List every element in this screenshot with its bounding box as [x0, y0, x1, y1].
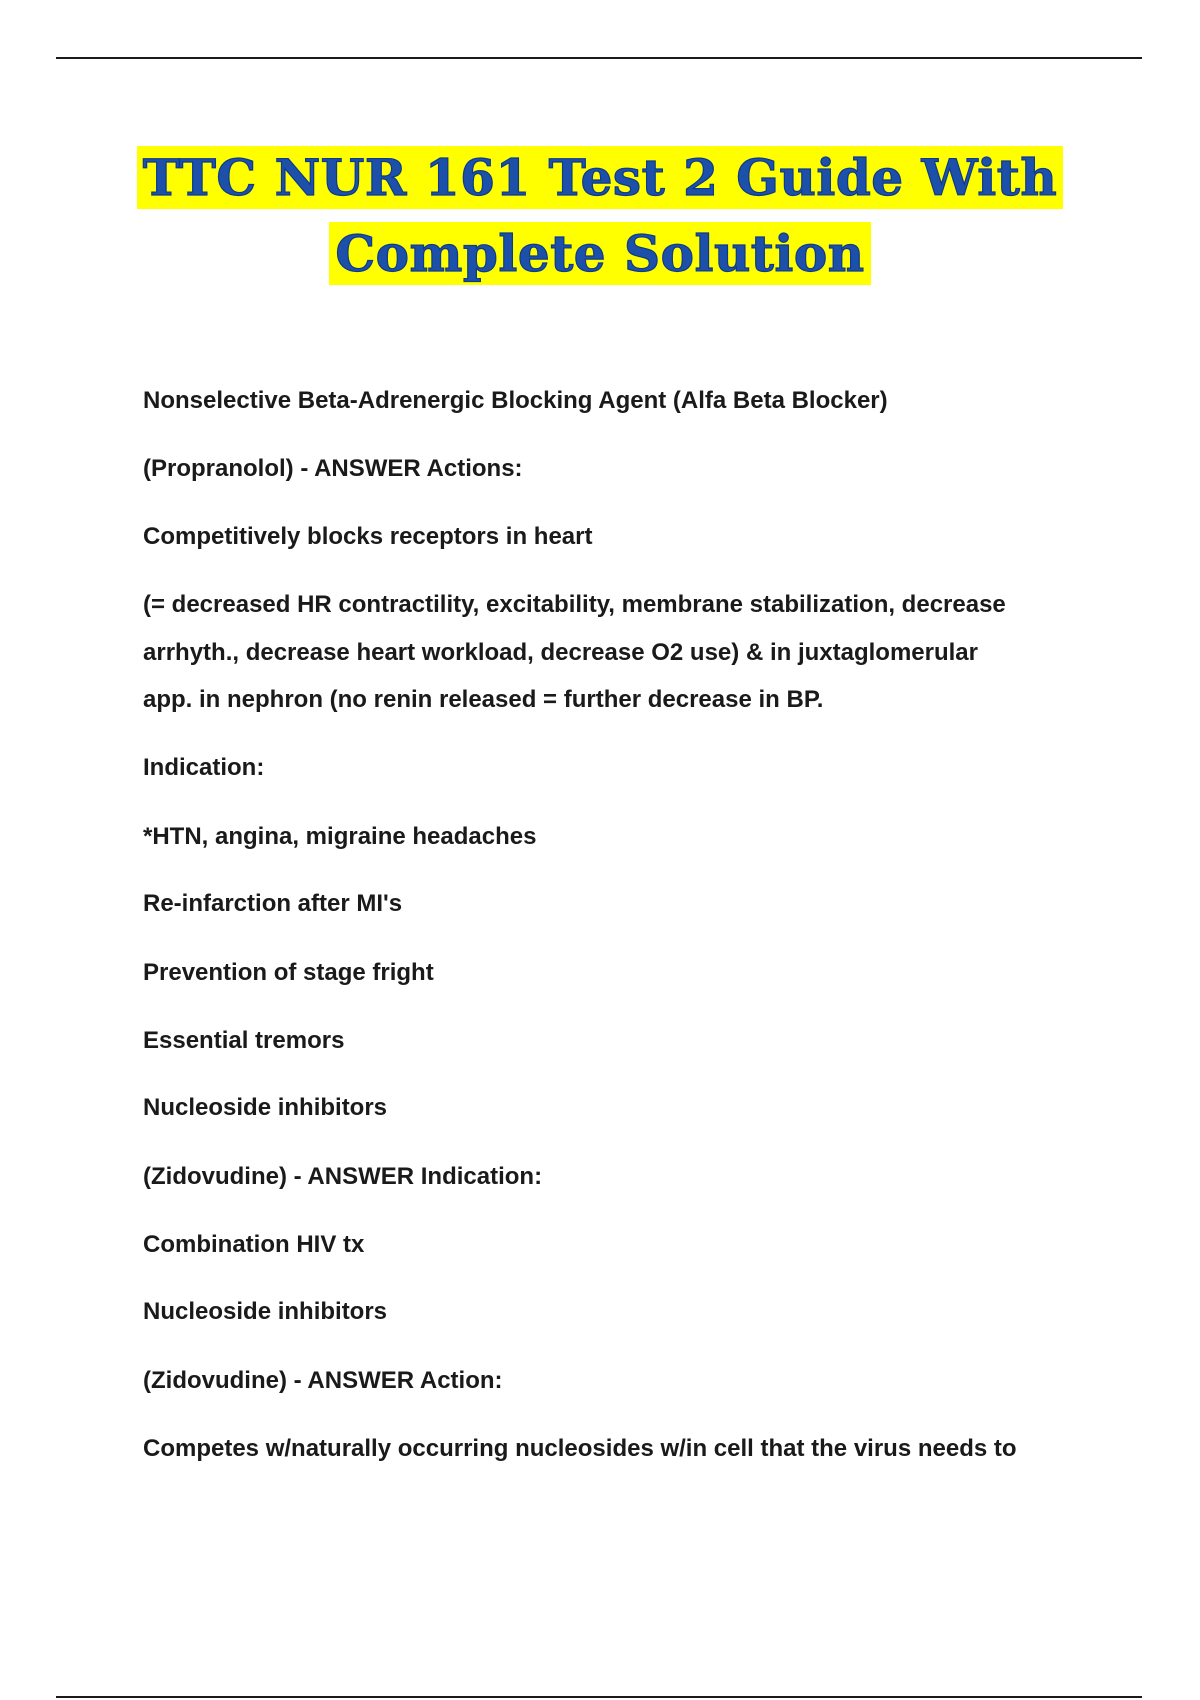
body-line: Competes w/naturally occurring nucleosides w/in cell that the virus needs to	[143, 1435, 1017, 1462]
body-line: arrhyth., decrease heart workload, decrease O2 use) & in juxtaglomerular	[143, 639, 978, 666]
body-line: Indication:	[143, 754, 265, 781]
body-line: Nucleoside inhibitors	[143, 1094, 388, 1121]
title-line-1	[0, 140, 1200, 216]
body-line: Re-infarction after MI's	[143, 890, 403, 917]
bottom-rule	[56, 1696, 1142, 1698]
body-line: Essential tremors	[143, 1027, 345, 1054]
body-line: (Propranolol) - ANSWER Actions:	[143, 455, 523, 482]
body-line: *HTN, angina, migraine headaches	[143, 823, 537, 850]
title-text-1: TTC NUR 161 Test 2 Guide With	[137, 146, 1063, 209]
body-line: (Zidovudine) - ANSWER Action:	[143, 1367, 503, 1394]
body-line: (= decreased HR contractility, excitability, membrane stabilization, decrease	[143, 591, 1006, 618]
title-text-2: Complete Solution	[329, 222, 870, 285]
body-line: Nucleoside inhibitors	[143, 1298, 388, 1325]
document-title	[0, 140, 1200, 292]
body-line: (Zidovudine) - ANSWER Indication:	[143, 1163, 543, 1190]
top-rule	[56, 57, 1142, 59]
body-line: app. in nephron (no renin released = further decrease in BP.	[143, 686, 824, 713]
body-line: Nonselective Beta-Adrenergic Blocking Agent (Alfa Beta Blocker)	[143, 387, 888, 414]
body-line: Competitively blocks receptors in heart	[143, 523, 593, 550]
body-line: Prevention of stage fright	[143, 959, 434, 986]
body-line: Combination HIV tx	[143, 1231, 365, 1258]
title-line-2	[0, 216, 1200, 292]
